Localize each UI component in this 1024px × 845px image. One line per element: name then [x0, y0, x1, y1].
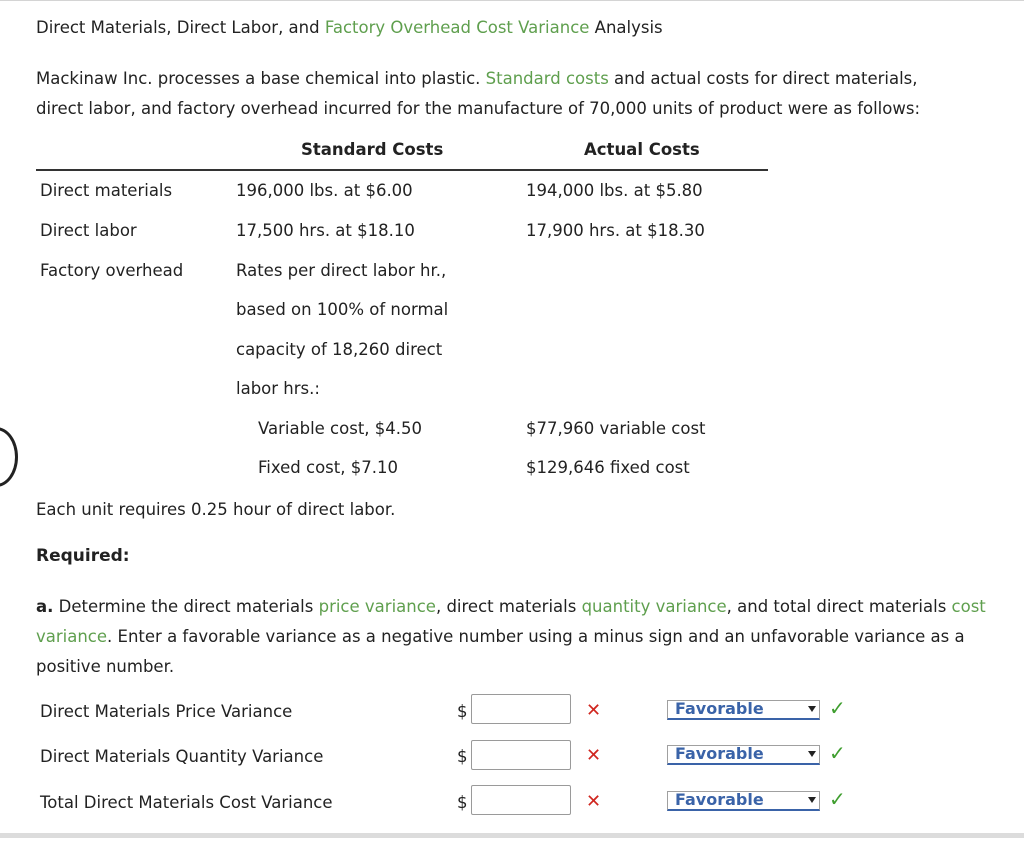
actual-costs-header: Actual Costs [584, 140, 700, 159]
dropdown-arrow-icon [808, 706, 816, 712]
quantity-variance-select[interactable]: Favorable [667, 745, 820, 765]
table-header-rule [36, 169, 768, 171]
price-variance-input[interactable] [471, 694, 571, 724]
bottom-divider [0, 833, 1024, 838]
currency-symbol: $ [457, 702, 468, 721]
top-divider [0, 0, 1024, 1]
standard-direct-materials: 196,000 lbs. at $6.00 [236, 181, 413, 200]
standard-costs-header: Standard Costs [301, 140, 444, 159]
price-variance-label: Direct Materials Price Variance [40, 702, 293, 721]
standard-variable-cost: Variable cost, $4.50 [258, 419, 423, 438]
problem-intro: Mackinaw Inc. processes a base chemical into plastic. Standard costs and actual costs for direct materials, direct labor, and factory overhead incurred for the manufacture of 70,000 units of product were as follows: [36, 69, 921, 118]
cost-variance-link[interactable]: cost variance [36, 597, 986, 646]
overhead-detail-line: based on 100% of normal [236, 300, 449, 319]
factory-overhead-variance-link[interactable]: Factory Overhead Cost Variance [324, 18, 590, 37]
dropdown-arrow-icon [808, 797, 816, 803]
standard-factory-overhead: Rates per direct labor hr., [236, 261, 447, 280]
price-variance-select[interactable]: Favorable [667, 700, 820, 720]
total-cost-variance-input[interactable] [471, 785, 571, 815]
quantity-variance-label: Direct Materials Quantity Variance [40, 747, 324, 766]
currency-symbol: $ [457, 793, 468, 812]
unit-labor-note: Each unit requires 0.25 hour of direct labor. [36, 500, 396, 519]
incorrect-icon: ✕ [586, 745, 602, 766]
side-scroll-handle[interactable] [0, 427, 18, 487]
dropdown-arrow-icon [808, 751, 816, 757]
price-variance-link[interactable]: price variance [318, 597, 436, 616]
total-cost-variance-label: Total Direct Materials Cost Variance [40, 793, 333, 812]
correct-check-icon: ✓ [829, 787, 846, 811]
actual-direct-labor: 17,900 hrs. at $18.30 [526, 221, 705, 240]
standard-fixed-cost: Fixed cost, $7.10 [258, 458, 398, 477]
correct-check-icon: ✓ [829, 741, 846, 765]
quantity-variance-input[interactable] [471, 740, 571, 770]
required-heading: Required: [36, 546, 130, 566]
actual-variable-cost: $77,960 variable cost [526, 419, 706, 438]
incorrect-icon: ✕ [586, 700, 602, 721]
overhead-detail-line: capacity of 18,260 direct [236, 340, 443, 359]
page-title: Direct Materials, Direct Labor, and Factory Overhead Cost Variance Analysis [36, 18, 663, 37]
row-label-direct-labor: Direct labor [40, 221, 137, 240]
row-label-factory-overhead: Factory overhead [40, 261, 184, 280]
actual-fixed-cost: $129,646 fixed cost [526, 458, 690, 477]
standard-costs-link[interactable]: Standard costs [485, 69, 609, 88]
part-a-instructions: a. Determine the direct materials price variance, direct materials quantity variance, and total direct materials cost variance. Enter a favorable variance as a negative number using a minus sign and an unfavorable variance as a positive number. [36, 597, 986, 676]
currency-symbol: $ [457, 747, 468, 766]
incorrect-icon: ✕ [586, 791, 602, 812]
standard-direct-labor: 17,500 hrs. at $18.10 [236, 221, 415, 240]
quantity-variance-link[interactable]: quantity variance [581, 597, 727, 616]
actual-direct-materials: 194,000 lbs. at $5.80 [526, 181, 703, 200]
row-label-direct-materials: Direct materials [40, 181, 173, 200]
overhead-detail-line: labor hrs.: [236, 379, 320, 398]
total-cost-variance-select[interactable]: Favorable [667, 791, 820, 811]
correct-check-icon: ✓ [829, 696, 846, 720]
